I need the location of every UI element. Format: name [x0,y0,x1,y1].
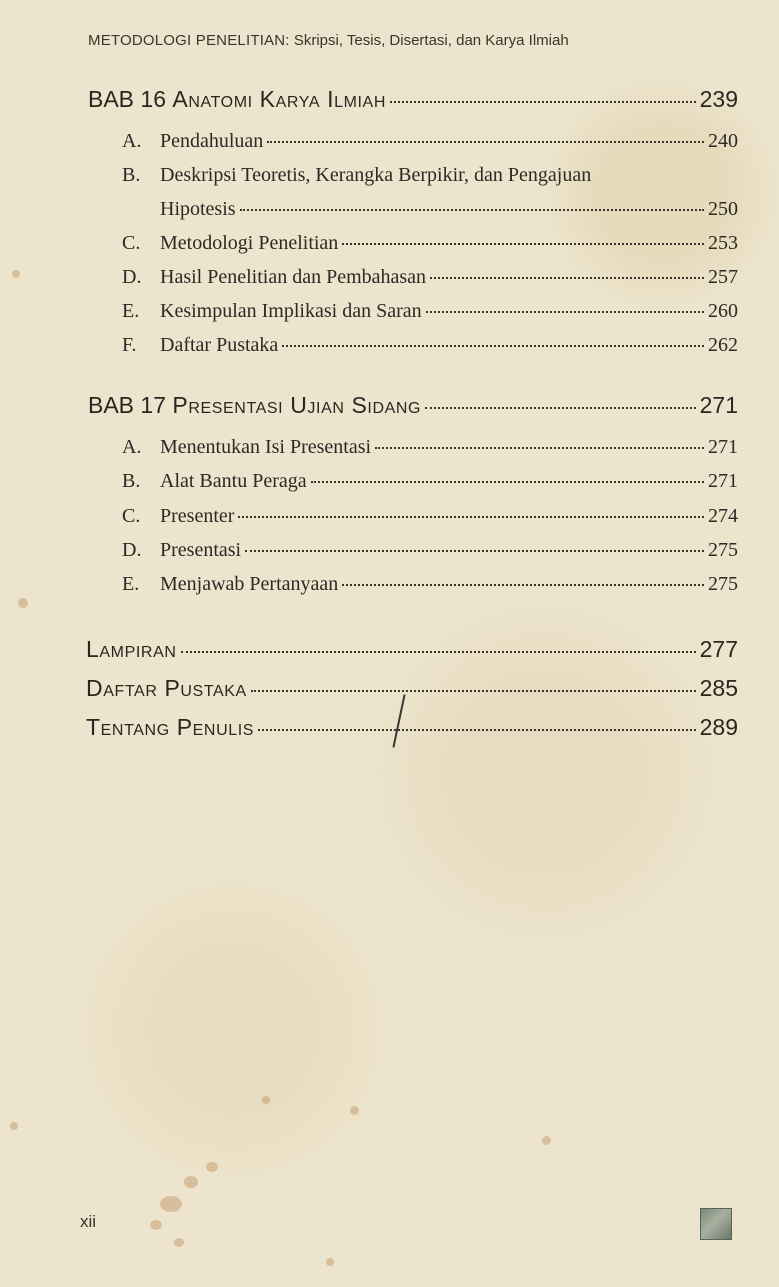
dot-leader [240,209,704,211]
dot-leader [430,277,704,279]
back-matter-title: Tentang Penulis [86,714,255,740]
toc-chapter-17[interactable] [88,392,738,419]
page-number: 275 [708,539,738,561]
page-number: 271 [708,436,738,458]
section-letter: B. [122,164,141,186]
page-number: 285 [699,675,738,701]
section-title: Presenter [160,505,235,527]
toc-entry-line1[interactable] [122,164,591,187]
toc-entry[interactable] [122,334,738,357]
section-title: Hasil Penelitian dan Pembahasan [160,266,427,288]
toc-entry[interactable] [122,232,738,255]
dot-leader [238,516,704,518]
page-number: 250 [708,198,738,220]
paper-stain [350,1106,359,1115]
section-letter: E. [122,573,140,595]
paper-stain [326,1258,334,1266]
page-number: 239 [699,86,738,112]
dot-leader [342,584,704,586]
page-number: 257 [708,266,738,288]
dot-leader [342,243,704,245]
toc-entry[interactable] [122,470,738,493]
toc-tentang-penulis[interactable] [86,714,738,741]
paper-stain [174,1238,184,1247]
page-number: 277 [699,636,738,662]
paper-stain [206,1162,218,1172]
paper-stain [262,1096,270,1104]
section-letter: F. [122,334,137,356]
chapter-title: Anatomi Karya Ilmiah [172,86,386,112]
corner-mark [700,1208,732,1240]
paper-stain [150,1220,162,1230]
book-title: METODOLOGI PENELITIAN: [88,32,290,49]
paper-stain [184,1176,198,1188]
section-title: Pendahuluan [160,130,264,152]
paper-stain [10,1122,18,1130]
toc-entry[interactable] [122,573,738,596]
toc-chapter-16[interactable] [88,86,738,113]
page-number: 274 [708,505,738,527]
toc-entry[interactable] [122,266,738,289]
dot-leader [245,550,704,552]
section-title: Presentasi [160,539,242,561]
section-title: Daftar Pustaka [160,334,279,356]
dot-leader [251,690,696,692]
section-title-continued: Hipotesis [160,198,236,220]
toc-entry[interactable] [122,505,738,528]
toc-lampiran[interactable] [86,636,738,663]
back-matter-title: Lampiran [86,636,177,662]
chapter-title: Presentasi Ujian Sidang [172,392,422,418]
toc-daftar-pustaka[interactable] [86,675,738,702]
page-number: 271 [699,392,738,418]
section-letter: C. [122,505,141,527]
section-title: Menentukan Isi Presentasi [160,436,372,458]
toc-entry-line2[interactable] [160,198,738,221]
page-number: 253 [708,232,738,254]
dot-leader [181,651,696,653]
page-number: 262 [708,334,738,356]
chapter-number: BAB 16 [88,86,166,112]
dot-leader [282,345,704,347]
toc-entry[interactable] [122,130,738,153]
dot-leader [426,311,704,313]
dot-leader [390,101,696,103]
back-matter-title: Daftar Pustaka [86,675,247,701]
dot-leader [311,481,704,483]
section-letter: A. [122,130,142,152]
section-letter: B. [122,470,141,492]
page-number: 271 [708,470,738,492]
chapter-number: BAB 17 [88,392,166,418]
section-letter: C. [122,232,141,254]
paper-stain [18,598,28,608]
section-title: Metodologi Penelitian [160,232,339,254]
dot-leader [258,729,696,731]
page-number: 289 [699,714,738,740]
paper-stain [160,1196,182,1212]
toc-entry[interactable] [122,300,738,323]
section-letter: E. [122,300,140,322]
dot-leader [425,407,696,409]
paper-stain [12,270,20,278]
section-title: Menjawab Pertanyaan [160,573,339,595]
dot-leader [267,141,704,143]
paper-stain [542,1136,551,1145]
dot-leader [375,447,704,449]
page-number: 275 [708,573,738,595]
toc-entry[interactable] [122,539,738,562]
section-title: Deskripsi Teoretis, Kerangka Berpikir, dan Pengajuan [160,164,592,186]
running-header [88,32,569,49]
section-letter: D. [122,539,142,561]
section-letter: D. [122,266,142,288]
page-number: 240 [708,130,738,152]
section-letter: A. [122,436,142,458]
folio-page-number: xii [80,1212,97,1231]
section-title: Alat Bantu Peraga [160,470,307,492]
section-title: Kesimpulan Implikasi dan Saran [160,300,422,322]
toc-entry[interactable] [122,436,738,459]
book-subtitle: Skripsi, Tesis, Disertasi, dan Karya Ilmiah [293,32,569,49]
page-number: 260 [708,300,738,322]
